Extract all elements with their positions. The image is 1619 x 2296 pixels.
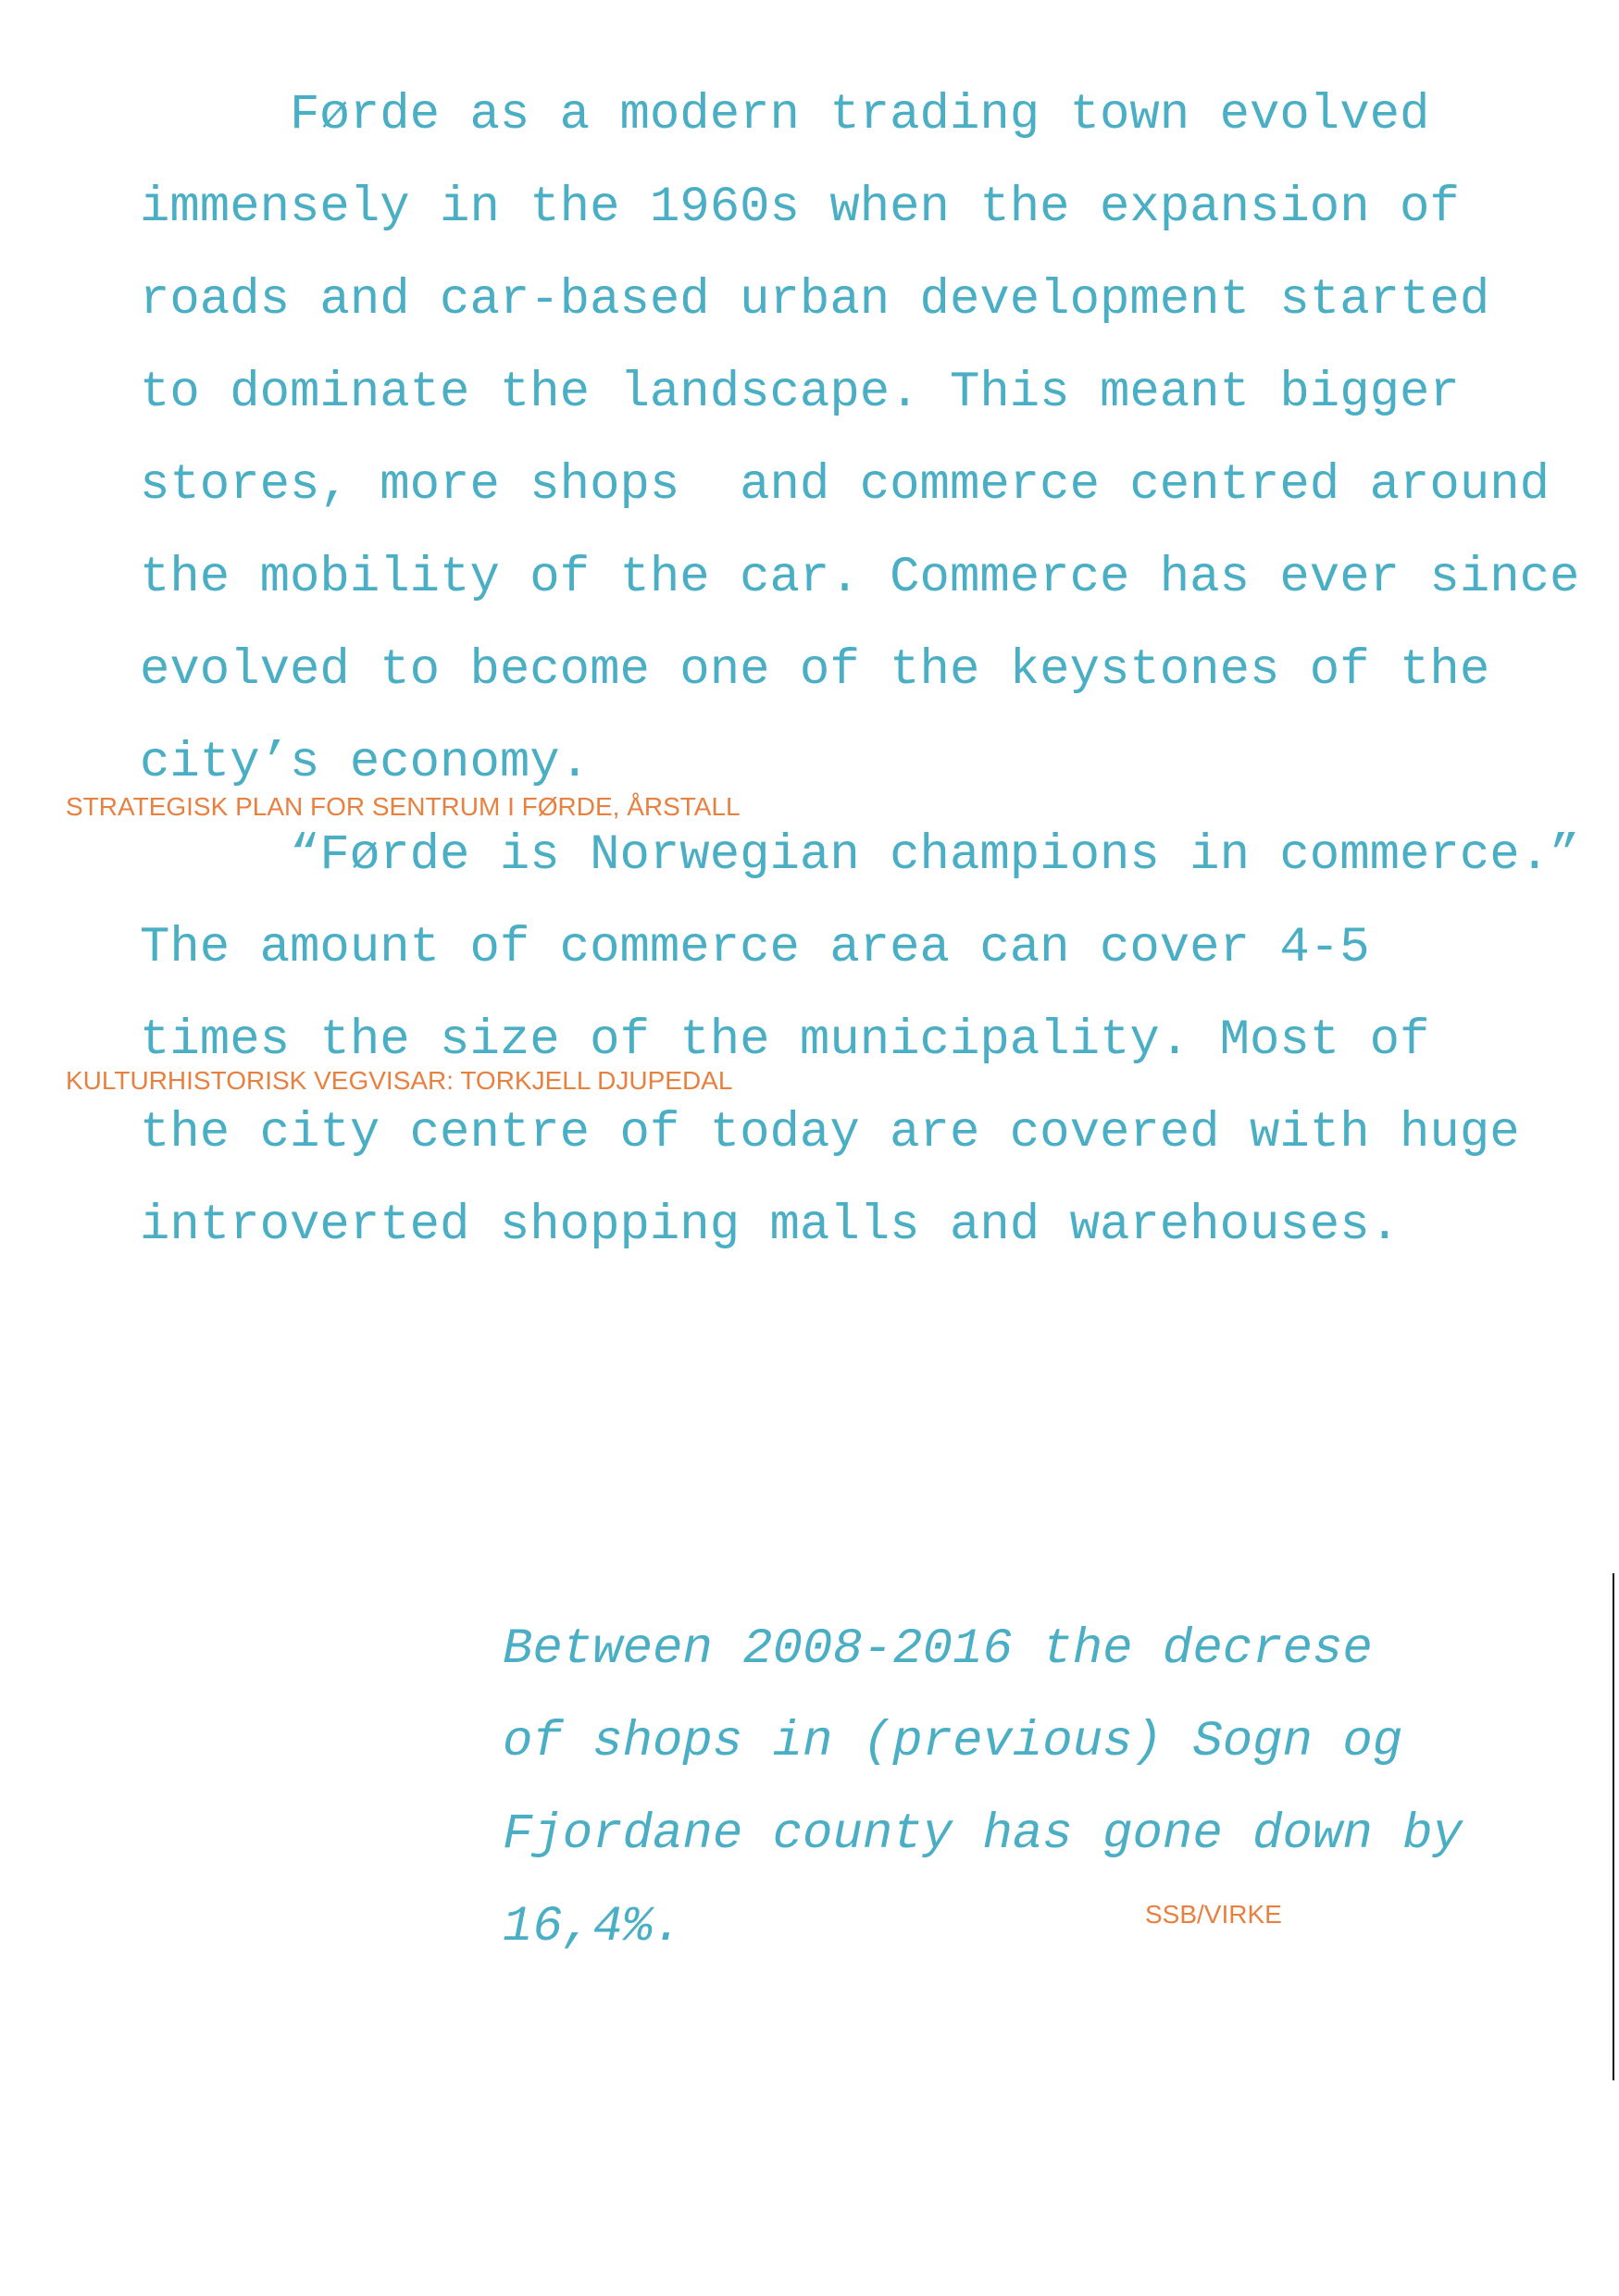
main-text-line: introverted shopping malls and warehouses. [140,1198,1401,1254]
main-text-line: the mobility of the car. Commerce has ever since [140,550,1580,606]
main-text-line: the city centre of today are covered with huge [140,1105,1520,1161]
statistic-text-line: 16,4%. [503,1899,683,1955]
main-text-line: times the size of the municipality. Most of [140,1012,1430,1069]
page-edge-rule [1613,1573,1614,2080]
source-statistics: SSB/VIRKE [1145,1900,1282,1929]
main-text-line: stores, more shops and commerce centred around [140,457,1551,514]
main-text-line: roads and car-based urban development started [140,272,1490,329]
main-text-line: Førde as a modern trading town evolved [140,87,1430,143]
main-text-line: evolved to become one of the keystones of the [140,642,1490,699]
source-cultural-guide: KULTURHISTORISK VEGVISAR: TORKJELL DJUPEDAL [66,1066,733,1095]
statistic-text-line: Fjordane county has gone down by [503,1806,1463,1863]
main-text-line: to dominate the landscape. This meant bigger [140,365,1460,421]
statistic-text-line: Between 2008-2016 the decrese [503,1621,1373,1678]
main-text-line: The amount of commerce area can cover 4-5 [140,920,1370,976]
source-strategic-plan: STRATEGISK PLAN FOR SENTRUM I FØRDE, ÅRSTALL [66,792,741,821]
main-text-line: immensely in the 1960s when the expansion of [140,180,1460,236]
statistic-text-line: of shops in (previous) Sogn og [503,1714,1403,1770]
main-text-line: city’s economy. [140,735,591,791]
quote-line: “Førde is Norwegian champions in commerce.” [140,827,1580,884]
